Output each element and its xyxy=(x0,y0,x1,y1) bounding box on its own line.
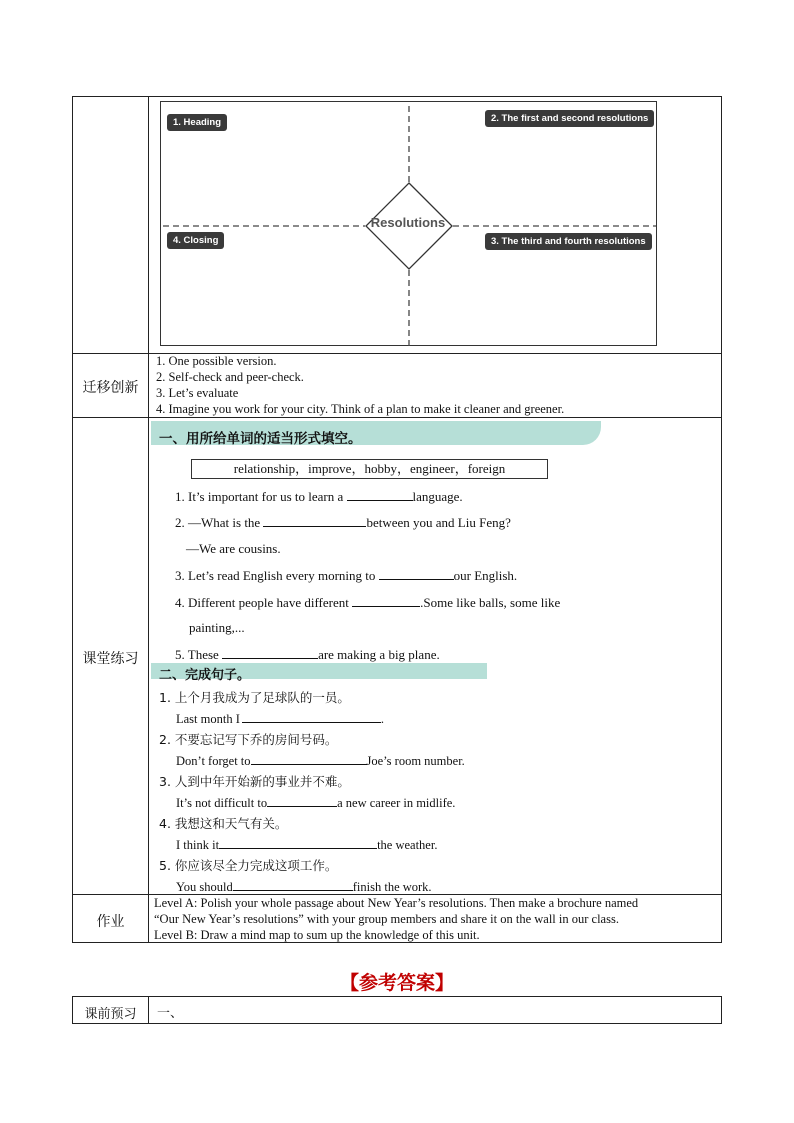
sentence-1-chinese: 1. 上个月我成为了足球队的一员。 xyxy=(159,690,350,705)
sentence-text: You should xyxy=(176,880,233,894)
sentence-4-chinese: 4. 我想这和天气有关。 xyxy=(159,816,288,831)
answer-blank[interactable] xyxy=(242,710,381,723)
row-label-transfer: 迁移创新 xyxy=(82,380,139,396)
question-2 xyxy=(175,514,511,531)
section1-title: 一、用所给单词的适当形式填空。 xyxy=(159,431,362,447)
question-2-answer: —We are cousins. xyxy=(186,541,281,556)
row-label-preview: 课前预习 xyxy=(84,1007,137,1022)
question-text: 4. Different people have different xyxy=(175,595,353,610)
question-text: 1. It’s important for us to learn a xyxy=(175,489,347,504)
sentence-text: finish the work. xyxy=(352,880,432,894)
question-text: 3. Let’s read English every morning to xyxy=(175,568,379,583)
tag-third-fourth-resolutions: 3. The third and fourth resolutions xyxy=(485,233,652,250)
sentence-text: a new career in midlife. xyxy=(337,796,456,810)
question-4-continued: painting,... xyxy=(189,620,245,635)
row-divider xyxy=(73,417,721,418)
question-text: 5. These xyxy=(175,647,223,662)
sentence-3 xyxy=(176,794,455,811)
sentence-text: the weather. xyxy=(377,838,438,852)
sentence-1 xyxy=(176,710,384,727)
sentence-text: Joe’s room number. xyxy=(366,754,465,768)
preview-answer: 一、 xyxy=(157,1006,184,1021)
homework-line-3: Level B: Draw a mind map to sum up the knowledge of this unit. xyxy=(154,928,480,942)
column-divider xyxy=(148,997,149,1023)
question-text: .Some like balls, some like xyxy=(420,595,561,610)
question-text: 2. —What is the xyxy=(175,515,264,530)
word-bank: relationship，improve，hobby，engineer，foreign xyxy=(191,459,548,479)
sentence-4 xyxy=(176,836,437,853)
sentence-3-chinese: 3. 人到中年开始新的事业并不难。 xyxy=(159,774,350,789)
tag-closing: 4. Closing xyxy=(167,232,224,249)
tag-first-second-resolutions: 2. The first and second resolutions xyxy=(485,110,654,127)
transfer-line-4: 4. Imagine you work for your city. Think of a plan to make it cleaner and greener. xyxy=(156,402,565,416)
transfer-line-1: 1. One possible version. xyxy=(156,354,277,368)
tag-heading: 1. Heading xyxy=(167,114,227,131)
question-1 xyxy=(175,488,463,505)
sentence-2-chinese: 2. 不要忘记写下乔的房间号码。 xyxy=(159,732,338,747)
sentence-text: . xyxy=(380,712,385,726)
question-4 xyxy=(175,594,560,611)
column-divider xyxy=(148,97,149,942)
transfer-line-3: 3. Let’s evaluate xyxy=(156,386,239,400)
question-3 xyxy=(175,567,517,584)
answer-blank[interactable] xyxy=(219,836,377,849)
question-text: our English. xyxy=(453,568,518,583)
answer-blank[interactable] xyxy=(222,646,318,659)
sentence-5 xyxy=(176,878,432,895)
lesson-table xyxy=(72,96,722,943)
question-text: language. xyxy=(412,489,463,504)
sentence-text: It’s not difficult to xyxy=(176,796,268,810)
answers-title: 【参考答案】 xyxy=(339,972,454,994)
homework-line-1: Level A: Polish your whole passage about New Year’s resolutions. Then make a brochure named xyxy=(154,896,639,910)
answers-table xyxy=(72,996,722,1024)
row-label-practice: 课堂练习 xyxy=(82,651,139,667)
sentence-text: I think it xyxy=(176,838,220,852)
question-5 xyxy=(175,646,440,663)
homework-line-2: “Our New Year’s resolutions” with your group members and share it on the wall in our class. xyxy=(154,912,619,926)
section2-title: 二、完成句子。 xyxy=(159,668,251,683)
row-label-homework: 作业 xyxy=(96,914,125,930)
answer-blank[interactable] xyxy=(379,567,454,580)
answer-blank[interactable] xyxy=(263,514,366,527)
answer-blank[interactable] xyxy=(267,794,337,807)
answer-blank[interactable] xyxy=(352,594,420,607)
transfer-line-2: 2. Self-check and peer-check. xyxy=(156,370,304,384)
resolutions-diagram xyxy=(160,101,657,346)
answer-blank[interactable] xyxy=(251,752,367,765)
sentence-text: Don’t forget to xyxy=(176,754,251,768)
question-text: are making a big plane. xyxy=(318,647,440,662)
sentence-text: Last month I xyxy=(176,712,240,726)
center-label: Resolutions xyxy=(370,215,446,230)
question-text: between you and Liu Feng? xyxy=(366,515,511,530)
sentence-5-chinese: 5. 你应该尽全力完成这项工作。 xyxy=(159,858,338,873)
sentence-2 xyxy=(176,752,465,769)
answer-blank[interactable] xyxy=(233,878,353,891)
answer-blank[interactable] xyxy=(347,488,413,501)
